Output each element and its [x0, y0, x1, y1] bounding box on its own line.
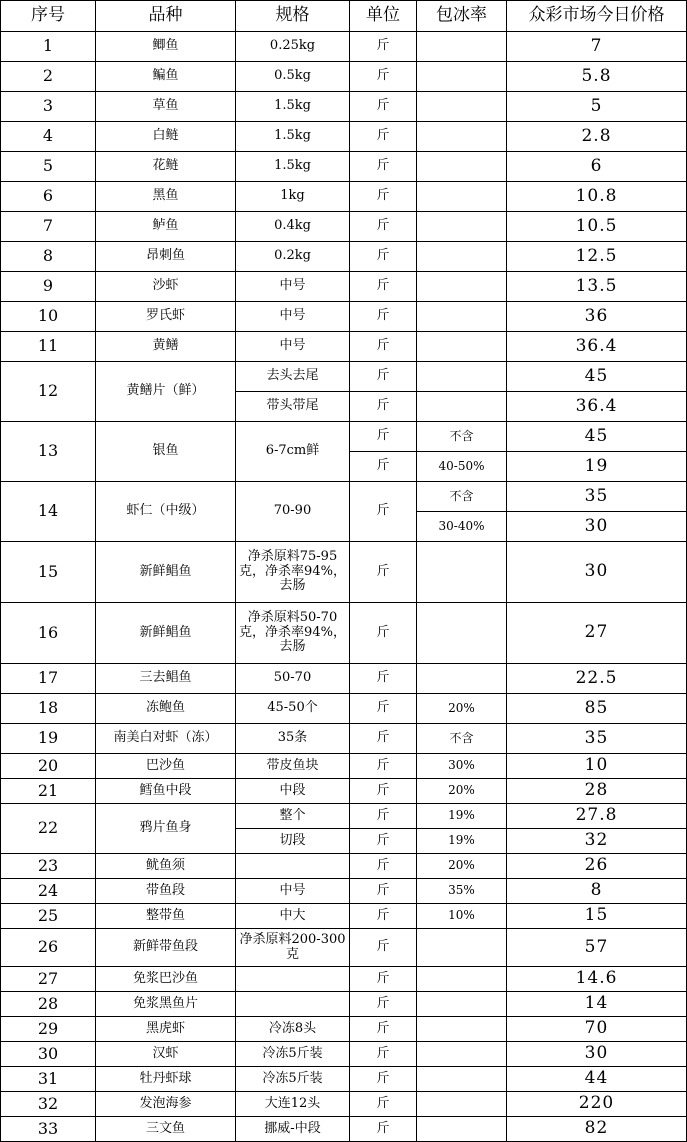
- name-cell: 虾仁（中级）: [96, 482, 236, 542]
- unit-cell: 斤: [350, 724, 417, 754]
- seq-cell: 3: [1, 92, 96, 122]
- unit-cell: 斤: [350, 32, 417, 62]
- unit-cell: 斤: [350, 1117, 417, 1142]
- spec-cell: 带头带尾: [236, 392, 350, 422]
- price-cell: 27: [507, 603, 687, 664]
- ice-rate-cell: 20%: [417, 854, 507, 879]
- seq-cell: 20: [1, 754, 96, 779]
- price-cell: 2.8: [507, 122, 687, 152]
- unit-cell: 斤: [350, 452, 417, 482]
- price-cell: 13.5: [507, 272, 687, 302]
- spec-cell: 切段: [236, 829, 350, 854]
- ice-rate-cell: 不含: [417, 724, 507, 754]
- ice-rate-cell: 20%: [417, 779, 507, 804]
- price-cell: 5.8: [507, 62, 687, 92]
- name-cell: 三文鱼: [96, 1117, 236, 1142]
- price-cell: 70: [507, 1017, 687, 1042]
- spec-cell: 净杀原料75-95克，净杀率94%，去肠: [236, 542, 350, 603]
- seq-cell: 17: [1, 664, 96, 694]
- spec-cell: 大连12头: [236, 1092, 350, 1117]
- ice-rate-cell: 20%: [417, 694, 507, 724]
- ice-rate-cell: 35%: [417, 879, 507, 904]
- unit-cell: 斤: [350, 362, 417, 392]
- spec-cell: 0.2kg: [236, 242, 350, 272]
- name-cell: 黄鳝片（鲜）: [96, 362, 236, 422]
- ice-rate-cell: [417, 62, 507, 92]
- table-row: [1, 122, 687, 152]
- spec-cell: 35条: [236, 724, 350, 754]
- name-cell: 免浆巴沙鱼: [96, 967, 236, 992]
- ice-rate-cell: [417, 929, 507, 967]
- table-row: [1, 92, 687, 122]
- spec-cell: [236, 967, 350, 992]
- ice-rate-cell: 30%: [417, 754, 507, 779]
- ice-rate-cell: [417, 392, 507, 422]
- spec-cell: 冷冻8头: [236, 1017, 350, 1042]
- ice-rate-cell: [417, 1042, 507, 1067]
- price-cell: 57: [507, 929, 687, 967]
- table-row: [1, 929, 687, 967]
- spec-cell: 0.25kg: [236, 32, 350, 62]
- table-row: [1, 272, 687, 302]
- table-row: [1, 1067, 687, 1092]
- table-row: [1, 32, 687, 62]
- price-cell: 36.4: [507, 392, 687, 422]
- unit-cell: 斤: [350, 62, 417, 92]
- price-cell: 15: [507, 904, 687, 929]
- unit-cell: 斤: [350, 694, 417, 724]
- unit-cell: 斤: [350, 302, 417, 332]
- ice-rate-cell: [417, 242, 507, 272]
- unit-cell: 斤: [350, 829, 417, 854]
- seq-cell: 23: [1, 854, 96, 879]
- unit-cell: 斤: [350, 1042, 417, 1067]
- ice-rate-cell: [417, 1117, 507, 1142]
- seq-cell: 18: [1, 694, 96, 724]
- ice-rate-cell: [417, 212, 507, 242]
- table-row: [1, 779, 687, 804]
- unit-cell: 斤: [350, 182, 417, 212]
- name-cell: 鲫鱼: [96, 32, 236, 62]
- seq-cell: 31: [1, 1067, 96, 1092]
- name-cell: 鱿鱼须: [96, 854, 236, 879]
- spec-cell: 中号: [236, 302, 350, 332]
- ice-rate-cell: [417, 992, 507, 1017]
- seq-cell: 12: [1, 362, 96, 422]
- spec-cell: 中号: [236, 272, 350, 302]
- table-row: [1, 62, 687, 92]
- spec-cell: [236, 854, 350, 879]
- table-row: [1, 422, 687, 452]
- unit-cell: 斤: [350, 603, 417, 664]
- table-row: [1, 904, 687, 929]
- spec-cell: 1.5kg: [236, 92, 350, 122]
- name-cell: 新鲜鲳鱼: [96, 603, 236, 664]
- ice-rate-cell: 19%: [417, 829, 507, 854]
- ice-rate-cell: [417, 542, 507, 603]
- price-cell: 8: [507, 879, 687, 904]
- spec-cell: 冷冻5斤装: [236, 1067, 350, 1092]
- seq-cell: 9: [1, 272, 96, 302]
- header-unit: 单位: [350, 1, 417, 32]
- seq-cell: 24: [1, 879, 96, 904]
- seq-cell: 7: [1, 212, 96, 242]
- table-row: [1, 1042, 687, 1067]
- spec-cell: 净杀原料50-70克，净杀率94%，去肠: [236, 603, 350, 664]
- price-cell: 14: [507, 992, 687, 1017]
- name-cell: 三去鲳鱼: [96, 664, 236, 694]
- name-cell: 南美白对虾（冻）: [96, 724, 236, 754]
- price-cell: 220: [507, 1092, 687, 1117]
- unit-cell: 斤: [350, 879, 417, 904]
- price-cell: 27.8: [507, 804, 687, 829]
- spec-cell: 45-50个: [236, 694, 350, 724]
- name-cell: 鳕鱼中段: [96, 779, 236, 804]
- ice-rate-cell: [417, 32, 507, 62]
- ice-rate-cell: [417, 332, 507, 362]
- ice-rate-cell: [417, 272, 507, 302]
- seq-cell: 5: [1, 152, 96, 182]
- unit-cell: 斤: [350, 804, 417, 829]
- table-row: [1, 724, 687, 754]
- seq-cell: 10: [1, 302, 96, 332]
- seq-cell: 8: [1, 242, 96, 272]
- price-cell: 10.8: [507, 182, 687, 212]
- header-row: [1, 1, 687, 32]
- header-spec: 规格: [236, 1, 350, 32]
- name-cell: 昂刺鱼: [96, 242, 236, 272]
- price-cell: 22.5: [507, 664, 687, 694]
- name-cell: 鳊鱼: [96, 62, 236, 92]
- price-cell: 26: [507, 854, 687, 879]
- name-cell: 沙虾: [96, 272, 236, 302]
- table-row: [1, 992, 687, 1017]
- ice-rate-cell: [417, 182, 507, 212]
- table-row: [1, 302, 687, 332]
- ice-rate-cell: [417, 664, 507, 694]
- unit-cell: 斤: [350, 422, 417, 452]
- unit-cell: 斤: [350, 542, 417, 603]
- unit-cell: 斤: [350, 992, 417, 1017]
- unit-cell: 斤: [350, 904, 417, 929]
- price-cell: 85: [507, 694, 687, 724]
- price-cell: 32: [507, 829, 687, 854]
- price-cell: 7: [507, 32, 687, 62]
- ice-rate-cell: 40-50%: [417, 452, 507, 482]
- price-cell: 30: [507, 542, 687, 603]
- spec-cell: 6-7cm鲜: [236, 422, 350, 482]
- ice-rate-cell: 30-40%: [417, 512, 507, 542]
- seq-cell: 22: [1, 804, 96, 854]
- ice-rate-cell: [417, 362, 507, 392]
- header-seq: 序号: [1, 1, 96, 32]
- seq-cell: 4: [1, 122, 96, 152]
- spec-cell: 带皮鱼块: [236, 754, 350, 779]
- spec-cell: 中号: [236, 879, 350, 904]
- name-cell: 新鲜鲳鱼: [96, 542, 236, 603]
- spec-cell: 冷冻5斤装: [236, 1042, 350, 1067]
- unit-cell: 斤: [350, 967, 417, 992]
- spec-cell: 1kg: [236, 182, 350, 212]
- unit-cell: 斤: [350, 854, 417, 879]
- price-cell: 10: [507, 754, 687, 779]
- spec-cell: 1.5kg: [236, 152, 350, 182]
- ice-rate-cell: [417, 967, 507, 992]
- spec-cell: 0.4kg: [236, 212, 350, 242]
- seq-cell: 30: [1, 1042, 96, 1067]
- name-cell: 新鲜带鱼段: [96, 929, 236, 967]
- name-cell: 黑鱼: [96, 182, 236, 212]
- ice-rate-cell: 10%: [417, 904, 507, 929]
- unit-cell: 斤: [350, 332, 417, 362]
- price-cell: 14.6: [507, 967, 687, 992]
- header-price: 众彩市场今日价格: [507, 1, 687, 32]
- unit-cell: 斤: [350, 482, 417, 542]
- seq-cell: 33: [1, 1117, 96, 1142]
- table-row: [1, 967, 687, 992]
- name-cell: 免浆黑鱼片: [96, 992, 236, 1017]
- name-cell: 带鱼段: [96, 879, 236, 904]
- name-cell: 汉虾: [96, 1042, 236, 1067]
- name-cell: 白鲢: [96, 122, 236, 152]
- name-cell: 巴沙鱼: [96, 754, 236, 779]
- table-row: [1, 242, 687, 272]
- unit-cell: 斤: [350, 122, 417, 152]
- table-row: [1, 152, 687, 182]
- name-cell: 整带鱼: [96, 904, 236, 929]
- unit-cell: 斤: [350, 754, 417, 779]
- price-cell: 10.5: [507, 212, 687, 242]
- table-row: [1, 854, 687, 879]
- name-cell: 银鱼: [96, 422, 236, 482]
- price-cell: 6: [507, 152, 687, 182]
- ice-rate-cell: [417, 1092, 507, 1117]
- unit-cell: 斤: [350, 1067, 417, 1092]
- price-cell: 30: [507, 1042, 687, 1067]
- ice-rate-cell: 19%: [417, 804, 507, 829]
- ice-rate-cell: 不含: [417, 422, 507, 452]
- seq-cell: 1: [1, 32, 96, 62]
- ice-rate-cell: [417, 1067, 507, 1092]
- price-cell: 5: [507, 92, 687, 122]
- ice-rate-cell: [417, 302, 507, 332]
- ice-rate-cell: [417, 1017, 507, 1042]
- seq-cell: 29: [1, 1017, 96, 1042]
- table-row: [1, 754, 687, 779]
- price-cell: 36.4: [507, 332, 687, 362]
- seq-cell: 21: [1, 779, 96, 804]
- seq-cell: 11: [1, 332, 96, 362]
- name-cell: 草鱼: [96, 92, 236, 122]
- seq-cell: 27: [1, 967, 96, 992]
- table-row: [1, 542, 687, 603]
- price-cell: 28: [507, 779, 687, 804]
- table-row: [1, 1092, 687, 1117]
- unit-cell: 斤: [350, 242, 417, 272]
- seq-cell: 19: [1, 724, 96, 754]
- spec-cell: 70-90: [236, 482, 350, 542]
- seq-cell: 26: [1, 929, 96, 967]
- unit-cell: 斤: [350, 392, 417, 422]
- seq-cell: 13: [1, 422, 96, 482]
- price-cell: 82: [507, 1117, 687, 1142]
- ice-rate-cell: [417, 92, 507, 122]
- header-ice-rate: 包冰率: [417, 1, 507, 32]
- spec-cell: 净杀原料200-300克: [236, 929, 350, 967]
- spec-cell: 去头去尾: [236, 362, 350, 392]
- name-cell: 冻鲍鱼: [96, 694, 236, 724]
- table-row: [1, 1017, 687, 1042]
- table-row: [1, 362, 687, 392]
- name-cell: 牡丹虾球: [96, 1067, 236, 1092]
- spec-cell: 挪威-中段: [236, 1117, 350, 1142]
- table-row: [1, 879, 687, 904]
- seq-cell: 28: [1, 992, 96, 1017]
- price-cell: 45: [507, 362, 687, 392]
- spec-cell: 50-70: [236, 664, 350, 694]
- name-cell: 鸦片鱼身: [96, 804, 236, 854]
- price-cell: 44: [507, 1067, 687, 1092]
- spec-cell: [236, 992, 350, 1017]
- name-cell: 发泡海参: [96, 1092, 236, 1117]
- table-row: [1, 664, 687, 694]
- name-cell: 鲈鱼: [96, 212, 236, 242]
- ice-rate-cell: [417, 122, 507, 152]
- table-row: [1, 182, 687, 212]
- unit-cell: 斤: [350, 152, 417, 182]
- unit-cell: 斤: [350, 779, 417, 804]
- name-cell: 黑虎虾: [96, 1017, 236, 1042]
- spec-cell: 中大: [236, 904, 350, 929]
- price-cell: 36: [507, 302, 687, 332]
- seq-cell: 6: [1, 182, 96, 212]
- name-cell: 罗氏虾: [96, 302, 236, 332]
- spec-cell: 1.5kg: [236, 122, 350, 152]
- unit-cell: 斤: [350, 92, 417, 122]
- table-row: [1, 332, 687, 362]
- table-row: [1, 1117, 687, 1142]
- table-row: [1, 694, 687, 724]
- seq-cell: 32: [1, 1092, 96, 1117]
- table-row: [1, 804, 687, 829]
- seq-cell: 25: [1, 904, 96, 929]
- ice-rate-cell: [417, 152, 507, 182]
- table-row: [1, 212, 687, 242]
- unit-cell: 斤: [350, 1092, 417, 1117]
- spec-cell: 中号: [236, 332, 350, 362]
- unit-cell: 斤: [350, 664, 417, 694]
- table-row: [1, 603, 687, 664]
- spec-cell: 整个: [236, 804, 350, 829]
- unit-cell: 斤: [350, 272, 417, 302]
- price-cell: 19: [507, 452, 687, 482]
- table-row: [1, 482, 687, 512]
- price-cell: 30: [507, 512, 687, 542]
- price-cell: 35: [507, 724, 687, 754]
- spec-cell: 中段: [236, 779, 350, 804]
- ice-rate-cell: 不含: [417, 482, 507, 512]
- price-cell: 12.5: [507, 242, 687, 272]
- seq-cell: 15: [1, 542, 96, 603]
- ice-rate-cell: [417, 603, 507, 664]
- unit-cell: 斤: [350, 1017, 417, 1042]
- price-cell: 35: [507, 482, 687, 512]
- seq-cell: 16: [1, 603, 96, 664]
- header-name: 品种: [96, 1, 236, 32]
- seq-cell: 2: [1, 62, 96, 92]
- unit-cell: 斤: [350, 929, 417, 967]
- spec-cell: 0.5kg: [236, 62, 350, 92]
- seq-cell: 14: [1, 482, 96, 542]
- price-cell: 45: [507, 422, 687, 452]
- name-cell: 花鲢: [96, 152, 236, 182]
- unit-cell: 斤: [350, 212, 417, 242]
- name-cell: 黄鳝: [96, 332, 236, 362]
